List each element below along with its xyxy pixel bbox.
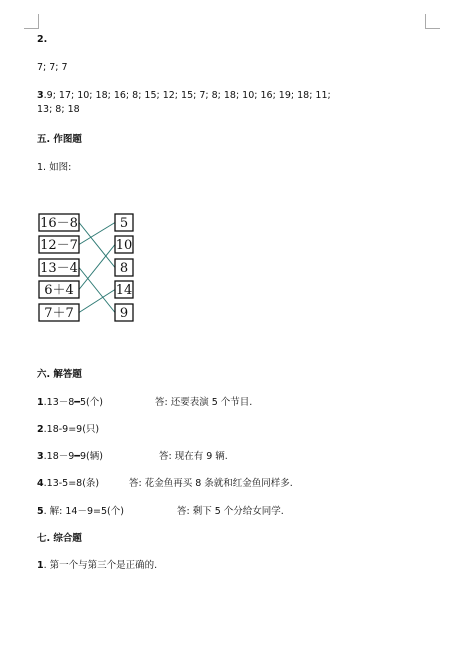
svg-text:8: 8 bbox=[119, 261, 129, 276]
result-box bbox=[115, 281, 133, 298]
svg-text:13－4: 13－4 bbox=[40, 261, 78, 276]
svg-text:9: 9 bbox=[119, 306, 129, 321]
result-box bbox=[115, 304, 133, 321]
section6-q3-answer: 答: 现在有 9 辆. bbox=[159, 451, 228, 462]
section6-q3: 3.18－9━9(辆) bbox=[37, 451, 103, 462]
match-line bbox=[79, 223, 115, 268]
q2-label: 2. bbox=[37, 34, 48, 45]
result-box bbox=[115, 214, 133, 231]
q2-answer: 7; 7; 7 bbox=[37, 62, 68, 73]
section6-q5-answer: 答: 剩下 5 个分给女同学. bbox=[177, 506, 284, 517]
result-box bbox=[115, 236, 133, 253]
section6-q4-answer: 答: 花金鱼再买 8 条就和红金鱼同样多. bbox=[129, 478, 293, 489]
matching-diagram bbox=[36, 208, 146, 328]
expression-box bbox=[39, 281, 79, 298]
section6-q4: 4.13-5=8(条) bbox=[37, 478, 100, 489]
section6-title: 六. 解答题 bbox=[37, 369, 82, 380]
svg-text:14: 14 bbox=[115, 283, 133, 298]
section6-q1: 1.13－8━5(个) bbox=[37, 397, 103, 408]
page-corner-mark-right bbox=[425, 14, 440, 29]
match-line bbox=[79, 223, 115, 245]
q3-answer-line2: 13; 8; 18 bbox=[37, 104, 80, 115]
svg-text:7＋7: 7＋7 bbox=[44, 306, 74, 321]
section7-q1: 1. 第一个与第三个是正确的. bbox=[37, 560, 158, 571]
section5-q1: 1. 如图: bbox=[37, 162, 72, 173]
match-line bbox=[79, 245, 115, 290]
section6-q2: 2.18-9=9(只) bbox=[37, 424, 100, 435]
expression-box bbox=[39, 304, 79, 321]
page-corner-mark-left bbox=[24, 14, 39, 29]
section5-title: 五. 作图题 bbox=[37, 134, 82, 145]
section6-q5: 5. 解: 14－9=5(个) bbox=[37, 506, 124, 517]
expression-box bbox=[39, 259, 79, 276]
section6-q1-answer: 答: 还要表演 5 个节目. bbox=[155, 397, 253, 408]
match-line bbox=[79, 268, 115, 313]
svg-text:6＋4: 6＋4 bbox=[44, 283, 74, 298]
svg-text:12－7: 12－7 bbox=[40, 238, 78, 253]
match-line bbox=[79, 290, 115, 313]
q3-answer-line1: 3.9; 17; 10; 18; 16; 8; 15; 12; 15; 7; 8; 18; 10; 16; 19; 18; 11; bbox=[37, 90, 331, 101]
svg-text:5: 5 bbox=[119, 216, 129, 231]
result-box bbox=[115, 259, 133, 276]
svg-text:16－8: 16－8 bbox=[40, 216, 78, 231]
svg-text:10: 10 bbox=[115, 238, 133, 253]
section7-title: 七. 综合题 bbox=[37, 533, 82, 544]
expression-box bbox=[39, 214, 79, 231]
expression-box bbox=[39, 236, 79, 253]
